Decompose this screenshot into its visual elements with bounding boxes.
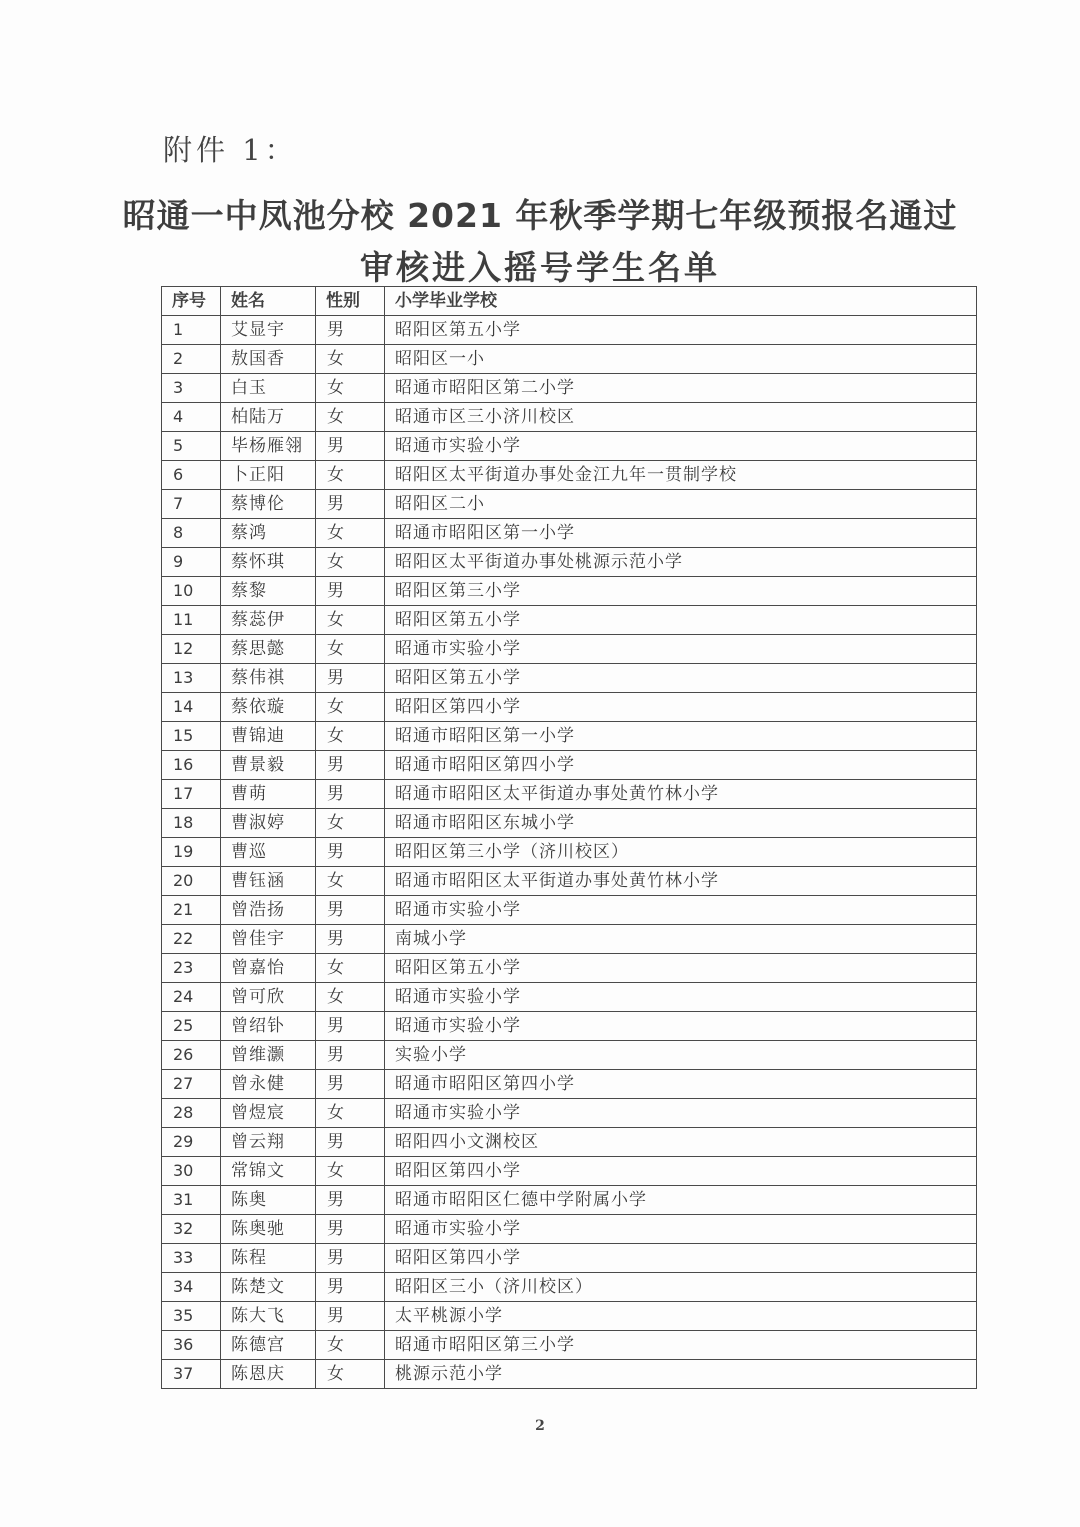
cell-primary-school: 昭阳区第三小学（济川校区） [385,838,977,867]
table-row [162,432,977,461]
cell-gender: 男 [316,1244,385,1273]
cell-gender: 女 [316,1331,385,1360]
cell-gender: 男 [316,1012,385,1041]
table-body [162,316,977,1389]
document-title-line-2: 审核进入摇号学生名单 [360,248,720,287]
cell-primary-school: 昭阳区第五小学 [385,954,977,983]
cell-student-name: 曾永健 [221,1070,316,1099]
cell-student-name: 曹淑婷 [221,809,316,838]
cell-student-name: 陈奥驰 [221,1215,316,1244]
table-row [162,606,977,635]
cell-serial-number: 34 [162,1273,221,1302]
cell-serial-number: 33 [162,1244,221,1273]
header-gender: 性别 [316,287,385,316]
cell-gender: 男 [316,1041,385,1070]
cell-gender: 男 [316,838,385,867]
cell-serial-number: 11 [162,606,221,635]
cell-student-name: 曾绍钋 [221,1012,316,1041]
cell-serial-number: 26 [162,1041,221,1070]
cell-primary-school: 昭通市实验小学 [385,1099,977,1128]
table-row [162,722,977,751]
cell-student-name: 曾云翔 [221,1128,316,1157]
cell-primary-school: 昭阳区太平街道办事处金江九年一贯制学校 [385,461,977,490]
cell-primary-school: 昭通市昭阳区第四小学 [385,1070,977,1099]
cell-gender: 男 [316,1186,385,1215]
cell-student-name: 蔡伟祺 [221,664,316,693]
cell-student-name: 曹钰涵 [221,867,316,896]
cell-serial-number: 36 [162,1331,221,1360]
document-title-line-1: 昭通一中凤池分校 2021 年秋季学期七年级预报名通过 [122,196,958,235]
cell-student-name: 曾煜宸 [221,1099,316,1128]
cell-primary-school: 昭通市昭阳区第三小学 [385,1331,977,1360]
header-name: 姓名 [221,287,316,316]
cell-gender: 女 [316,345,385,374]
cell-primary-school: 桃源示范小学 [385,1360,977,1389]
cell-gender: 男 [316,1128,385,1157]
table-row [162,751,977,780]
cell-serial-number: 23 [162,954,221,983]
table-row [162,1273,977,1302]
cell-gender: 女 [316,1360,385,1389]
cell-student-name: 蔡黎 [221,577,316,606]
cell-serial-number: 24 [162,983,221,1012]
cell-primary-school: 昭阳四小文渊校区 [385,1128,977,1157]
cell-serial-number: 18 [162,809,221,838]
cell-gender: 男 [316,1273,385,1302]
cell-serial-number: 20 [162,867,221,896]
cell-student-name: 蔡怀琪 [221,548,316,577]
cell-student-name: 柏陆万 [221,403,316,432]
table-row [162,345,977,374]
cell-serial-number: 19 [162,838,221,867]
cell-gender: 女 [316,548,385,577]
cell-primary-school: 昭通市昭阳区仁德中学附属小学 [385,1186,977,1215]
cell-primary-school: 昭通市昭阳区第一小学 [385,722,977,751]
cell-primary-school: 昭阳区三小（济川校区） [385,1273,977,1302]
cell-primary-school: 昭阳区第四小学 [385,1244,977,1273]
table-row [162,780,977,809]
cell-gender: 男 [316,780,385,809]
cell-serial-number: 25 [162,1012,221,1041]
table-row [162,519,977,548]
cell-student-name: 曾可欣 [221,983,316,1012]
table-row [162,954,977,983]
cell-student-name: 蔡蕊伊 [221,606,316,635]
cell-gender: 女 [316,606,385,635]
cell-student-name: 曹景毅 [221,751,316,780]
cell-serial-number: 16 [162,751,221,780]
cell-student-name: 陈恩庆 [221,1360,316,1389]
cell-student-name: 常锦文 [221,1157,316,1186]
cell-primary-school: 昭阳区第四小学 [385,1157,977,1186]
cell-student-name: 曹萌 [221,780,316,809]
cell-serial-number: 21 [162,896,221,925]
cell-serial-number: 13 [162,664,221,693]
cell-student-name: 蔡博伦 [221,490,316,519]
cell-student-name: 曾维灏 [221,1041,316,1070]
cell-student-name: 曾嘉怡 [221,954,316,983]
header-serial-number: 序号 [162,287,221,316]
table-row [162,548,977,577]
cell-gender: 女 [316,635,385,664]
cell-student-name: 艾显宇 [221,316,316,345]
cell-primary-school: 昭通市昭阳区第四小学 [385,751,977,780]
table-row [162,664,977,693]
table-row [162,1041,977,1070]
cell-gender: 女 [316,809,385,838]
cell-serial-number: 6 [162,461,221,490]
cell-student-name: 陈楚文 [221,1273,316,1302]
cell-student-name: 白玉 [221,374,316,403]
cell-serial-number: 31 [162,1186,221,1215]
table-row [162,461,977,490]
cell-serial-number: 27 [162,1070,221,1099]
cell-gender: 女 [316,867,385,896]
table-row [162,403,977,432]
cell-gender: 女 [316,403,385,432]
cell-primary-school: 昭通市昭阳区太平街道办事处黄竹林小学 [385,867,977,896]
table-row [162,1331,977,1360]
cell-primary-school: 昭通市区三小济川校区 [385,403,977,432]
cell-student-name: 蔡依璇 [221,693,316,722]
student-roster-table [161,286,977,1389]
table-row [162,1186,977,1215]
cell-serial-number: 29 [162,1128,221,1157]
cell-primary-school: 昭通市实验小学 [385,432,977,461]
cell-primary-school: 昭通市昭阳区东城小学 [385,809,977,838]
cell-serial-number: 1 [162,316,221,345]
cell-serial-number: 17 [162,780,221,809]
cell-gender: 男 [316,896,385,925]
cell-primary-school: 昭阳区第五小学 [385,316,977,345]
cell-serial-number: 8 [162,519,221,548]
cell-gender: 女 [316,722,385,751]
table-header-row [162,287,977,316]
table-row [162,867,977,896]
cell-gender: 男 [316,316,385,345]
table-row [162,316,977,345]
table-row [162,1215,977,1244]
cell-gender: 女 [316,983,385,1012]
cell-student-name: 蔡鸿 [221,519,316,548]
cell-gender: 男 [316,664,385,693]
cell-primary-school: 昭阳区二小 [385,490,977,519]
cell-primary-school: 昭通市实验小学 [385,1012,977,1041]
cell-gender: 女 [316,954,385,983]
table-row [162,693,977,722]
cell-serial-number: 7 [162,490,221,519]
cell-serial-number: 32 [162,1215,221,1244]
cell-student-name: 曾佳宇 [221,925,316,954]
cell-serial-number: 3 [162,374,221,403]
cell-primary-school: 实验小学 [385,1041,977,1070]
cell-student-name: 曹巡 [221,838,316,867]
cell-primary-school: 昭阳区第五小学 [385,606,977,635]
table-row [162,635,977,664]
table-row [162,896,977,925]
cell-serial-number: 9 [162,548,221,577]
cell-student-name: 卜正阳 [221,461,316,490]
cell-primary-school: 昭阳区第三小学 [385,577,977,606]
cell-serial-number: 4 [162,403,221,432]
cell-serial-number: 15 [162,722,221,751]
cell-primary-school: 昭阳区太平街道办事处桃源示范小学 [385,548,977,577]
cell-student-name: 陈奥 [221,1186,316,1215]
cell-gender: 女 [316,374,385,403]
cell-gender: 男 [316,1302,385,1331]
cell-primary-school: 昭阳区一小 [385,345,977,374]
cell-serial-number: 30 [162,1157,221,1186]
cell-serial-number: 5 [162,432,221,461]
cell-primary-school: 南城小学 [385,925,977,954]
cell-gender: 男 [316,577,385,606]
cell-student-name: 曾浩扬 [221,896,316,925]
table-row [162,983,977,1012]
cell-gender: 男 [316,925,385,954]
page-number: 2 [535,1418,545,1434]
table-row [162,1128,977,1157]
cell-primary-school: 昭通市实验小学 [385,1215,977,1244]
table-row [162,1302,977,1331]
table-row [162,577,977,606]
cell-serial-number: 22 [162,925,221,954]
cell-serial-number: 35 [162,1302,221,1331]
cell-primary-school: 昭阳区第四小学 [385,693,977,722]
cell-gender: 女 [316,693,385,722]
cell-student-name: 敖国香 [221,345,316,374]
cell-gender: 男 [316,751,385,780]
table-row [162,1244,977,1273]
cell-primary-school: 昭通市昭阳区第二小学 [385,374,977,403]
cell-gender: 女 [316,1099,385,1128]
cell-student-name: 曹锦迪 [221,722,316,751]
cell-serial-number: 10 [162,577,221,606]
cell-gender: 男 [316,490,385,519]
cell-serial-number: 28 [162,1099,221,1128]
table-row [162,1070,977,1099]
cell-gender: 女 [316,519,385,548]
cell-gender: 女 [316,1157,385,1186]
table-row [162,1099,977,1128]
cell-serial-number: 12 [162,635,221,664]
cell-primary-school: 昭通市实验小学 [385,983,977,1012]
cell-gender: 男 [316,432,385,461]
cell-student-name: 陈程 [221,1244,316,1273]
cell-student-name: 陈德宫 [221,1331,316,1360]
cell-student-name: 陈大飞 [221,1302,316,1331]
table-row [162,1360,977,1389]
cell-primary-school: 昭通市实验小学 [385,635,977,664]
cell-gender: 男 [316,1070,385,1099]
cell-primary-school: 太平桃源小学 [385,1302,977,1331]
table-row [162,838,977,867]
cell-primary-school: 昭通市昭阳区太平街道办事处黄竹林小学 [385,780,977,809]
cell-serial-number: 14 [162,693,221,722]
table-row [162,1157,977,1186]
cell-gender: 男 [316,1215,385,1244]
cell-gender: 女 [316,461,385,490]
cell-primary-school: 昭通市实验小学 [385,896,977,925]
attachment-label: 附件 1： [163,133,298,167]
cell-primary-school: 昭通市昭阳区第一小学 [385,519,977,548]
header-primary-school: 小学毕业学校 [385,287,977,316]
cell-student-name: 蔡思懿 [221,635,316,664]
cell-serial-number: 37 [162,1360,221,1389]
table-row [162,374,977,403]
cell-primary-school: 昭阳区第五小学 [385,664,977,693]
table-row [162,809,977,838]
table-row [162,490,977,519]
cell-serial-number: 2 [162,345,221,374]
cell-student-name: 毕杨雁翎 [221,432,316,461]
table-row [162,1012,977,1041]
table-row [162,925,977,954]
